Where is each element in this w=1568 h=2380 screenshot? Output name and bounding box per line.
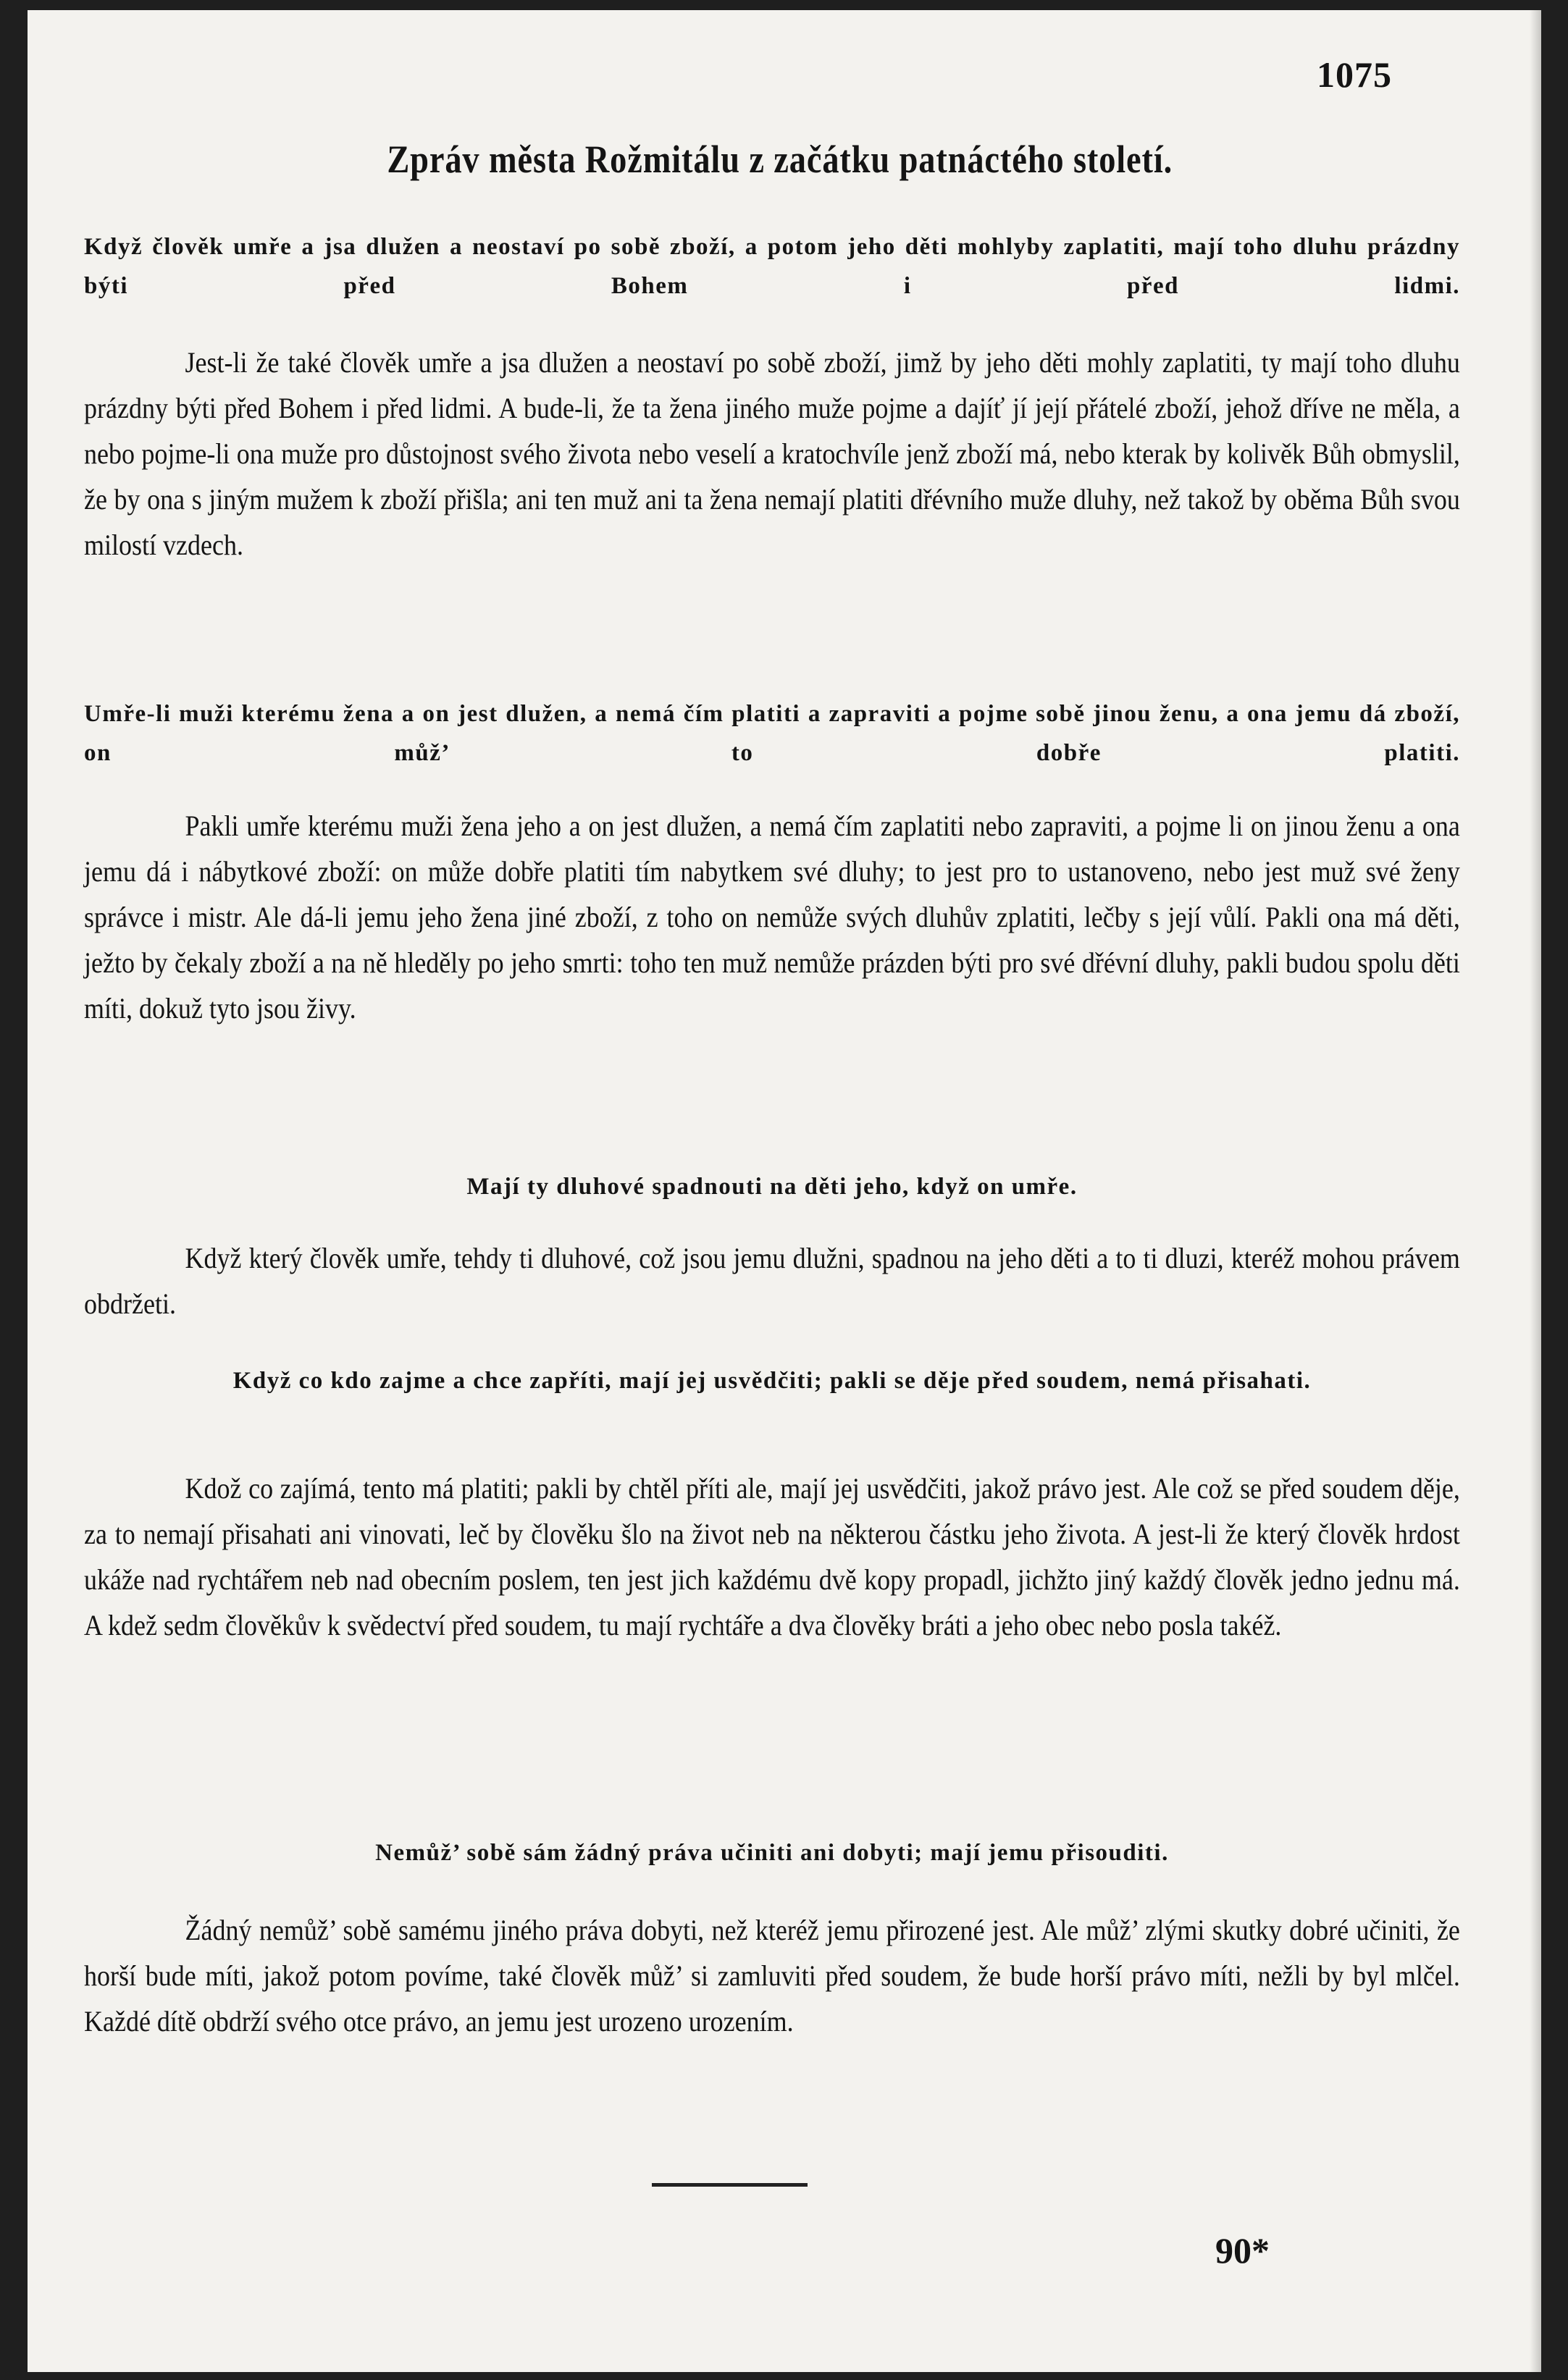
scanned-page: [28, 10, 1541, 2372]
section-text-1: Jest-li že také člověk umře a jsa dlužen a neostaví po sobě zboží, jimž by jeho děti mohly zaplatiti, ty mají toho dluhu prázdny býti před Bohem i před lidmi. A bude-li, že ta žena jiného muže pojme a dajíť jí její přátelé zboží, jehož dříve ne měla, a nebo pojme-li ona muže pro důstojnost svého života nebo veselí a kratochvíle jenž zboží má, nebo kterak by kolivěk Bůh obmyslil, že by ona s jiným mužem k zboží přišla; ani ten muž ani ta žena nemají platiti dřévního muže dluhy, než takož by oběma Bůh svou milostí vzdech.: [84, 346, 1460, 561]
section-heading-3: Mají ty dluhové spadnouti na děti jeho, když on umře.: [466, 1174, 1078, 1200]
page-edge-shadow: [1530, 10, 1541, 2372]
page-title: Zpráv města Rožmitálu z začátku patnáctého století.: [387, 138, 1173, 181]
section-text-2: Pakli umře kterému muži žena jeho a on jest dlužen, a nemá čím zaplatiti nebo zapraviti, a pojme li on jinou ženu a ona jemu dá i nábytkové zboží: on může dobře platiti tím nabytkem své dluhy; to jest pro to ustanoveno, nebo jest muž své ženy správce i mistr. Ale dá-li jemu jeho žena jiné zboží, z toho on nemůže svých dluhův zplatiti, lečby s její vůlí. Pakli ona má děti, ježto by čekaly zboží a na ně hleděly po jeho smrti: toho ten muž nemůže prázden býti pro své dřévní dluhy, pakli budou spolu děti míti, dokuž tyto jsou živy.: [84, 810, 1460, 1025]
section-heading-2: Umře-li muži kterému žena a on jest dlužen, a nemá čím platiti a zapraviti a pojme sobě jinou ženu, a ona jemu dá zboží, on můž’ to dobře platiti.: [84, 701, 1460, 766]
signature-mark: 90*: [1215, 2230, 1270, 2271]
closing-rule: [652, 2183, 808, 2187]
section-text-5: Žádný nemůž’ sobě samému jiného práva dobyti, než kteréž jemu přirozené jest. Ale můž’ zlými skutky dobré učiniti, že horší bude míti, jakož potom povíme, také člověk můž’ si zamluviti před soudem, že bude horší právo míti, nežli by byl mlčel. Každé dítě obdrží svého otce právo, an jemu jest urozeno urozením.: [84, 1914, 1460, 2038]
section-text-3: Když který člověk umře, tehdy ti dluhové, což jsou jemu dlužni, spadnou na jeho děti a to ti dluzi, kteréž mohou právem obdržeti.: [84, 1242, 1460, 1320]
section-heading-1: Když člověk umře a jsa dlužen a neostaví po sobě zboží, a potom jeho děti mohlyby zaplatiti, mají toho dluhu prázdny býti před Bohem i před lidmi.: [84, 234, 1460, 299]
page-number: 1075: [1317, 54, 1392, 95]
section-heading-4: Když co kdo zajme a chce zapříti, mají jej usvědčiti; pakli se děje před soudem, nemá přisahati.: [232, 1368, 1312, 1394]
section-heading-5: Nemůž’ sobě sám žádný práva učiniti ani dobyti; mají jemu přisouditi.: [375, 1840, 1169, 1866]
section-text-4: Kdož co zajímá, tento má platiti; pakli by chtěl příti ale, mají jej usvědčiti, jakož právo jest. Ale což se před soudem děje, za to nemají přisahati ani vinovati, leč by člověku šlo na život neb na některou částku jeho života. A jest-li že který člověk hrdost ukáže nad rychtářem neb nad obecním poslem, ten jest jich každému dvě kopy propadl, jichžto jiný každý člověk jedno jednu má. A kdež sedm člověkův k svědectví před soudem, tu mají rychtáře a dva člověky bráti a jeho obec nebo posla takéž.: [84, 1472, 1460, 1641]
